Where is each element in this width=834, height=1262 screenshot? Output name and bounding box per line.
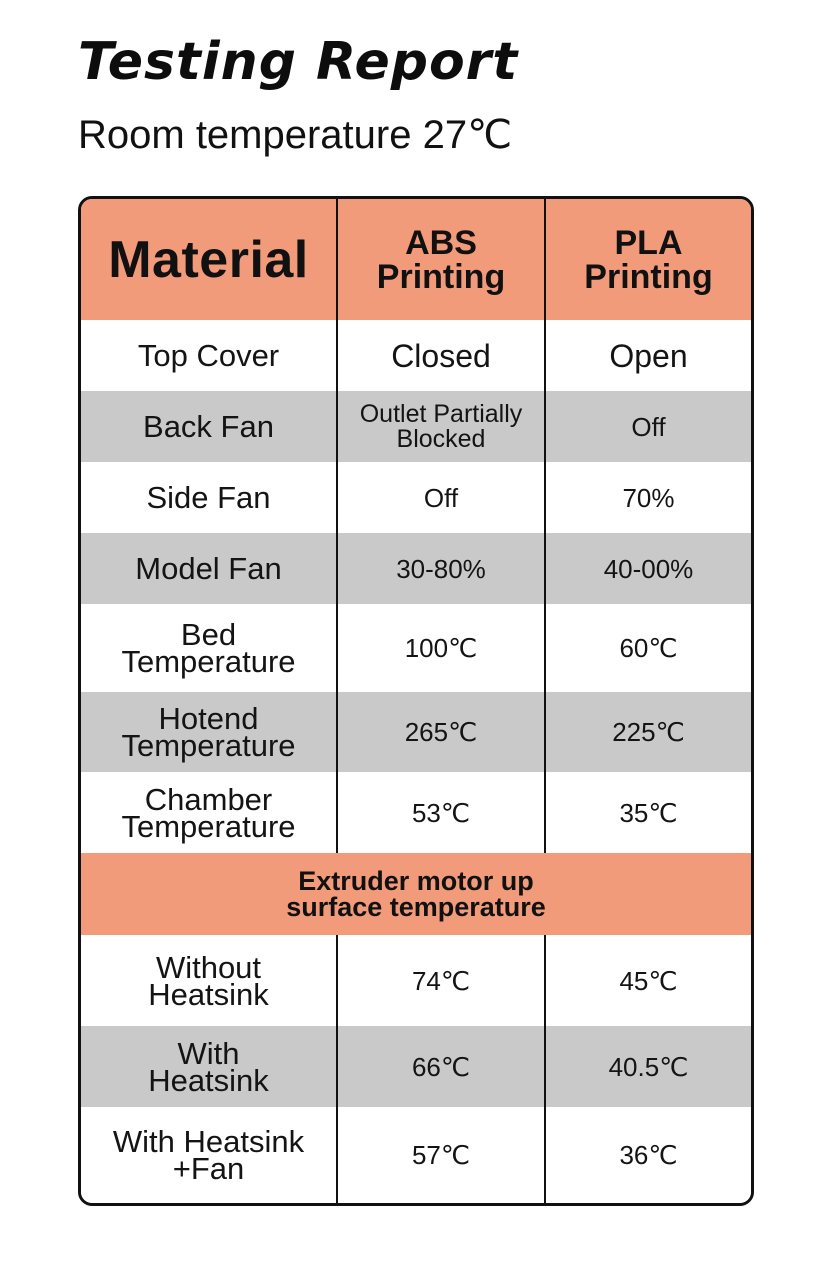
pla-value: 36℃ (544, 1107, 751, 1203)
table-row-back-fan (81, 391, 751, 462)
abs-value: 57℃ (336, 1107, 544, 1203)
abs-value: 100℃ (336, 604, 544, 692)
table-row-side-fan (81, 462, 751, 533)
abs-value: Closed (336, 320, 544, 391)
row-label: With Heatsink (148, 1035, 269, 1098)
row-label: Without Heatsink (148, 949, 269, 1012)
pla-value: 70% (544, 462, 751, 533)
table-row-with-heatsink (81, 1026, 751, 1107)
abs-value: 53℃ (336, 772, 544, 853)
row-label: With Heatsink +Fan (112, 1124, 305, 1186)
header-abs-printing: ABS Printing (336, 199, 544, 320)
pla-value: 40-00% (544, 533, 751, 604)
row-label: Top Cover (137, 338, 280, 373)
table-row-bed-temperature (81, 604, 751, 692)
testing-report-table (78, 196, 754, 1206)
table-row-chamber-temperature (81, 772, 751, 853)
row-label: Model Fan (135, 551, 282, 586)
abs-value: 74℃ (336, 935, 544, 1026)
abs-value: Off (336, 462, 544, 533)
row-label: Hotend Temperature (121, 701, 296, 763)
table-header-row (81, 199, 751, 320)
table-row-hotend-temperature (81, 692, 751, 772)
table-row-with-heatsink-fan (81, 1107, 751, 1203)
section-extruder-motor-temperature: Extruder motor up surface temperature (81, 853, 751, 935)
pla-value: Open (544, 320, 751, 391)
pla-value: Off (544, 391, 751, 462)
table-row-without-heatsink (81, 935, 751, 1026)
abs-value: 265℃ (336, 692, 544, 772)
room-temperature-subtitle: Room temperature 27℃ (78, 113, 513, 157)
row-label: Chamber Temperature (121, 781, 296, 844)
header-material: Material (108, 230, 309, 289)
abs-value: Outlet Partially Blocked (336, 391, 544, 462)
row-label: Side Fan (146, 480, 271, 515)
pla-value: 60℃ (544, 604, 751, 692)
pla-value: 225℃ (544, 692, 751, 772)
page-title: Testing Report (78, 32, 519, 92)
pla-value: 45℃ (544, 935, 751, 1026)
header-pla-printing: PLA Printing (544, 199, 751, 320)
table-row-model-fan (81, 533, 751, 604)
abs-value: 66℃ (336, 1026, 544, 1107)
abs-value: 30-80% (336, 533, 544, 604)
row-label: Back Fan (143, 409, 274, 444)
row-label: Bed Temperature (121, 617, 296, 679)
pla-value: 40.5℃ (544, 1026, 751, 1107)
table-row-top-cover (81, 320, 751, 391)
pla-value: 35℃ (544, 772, 751, 853)
